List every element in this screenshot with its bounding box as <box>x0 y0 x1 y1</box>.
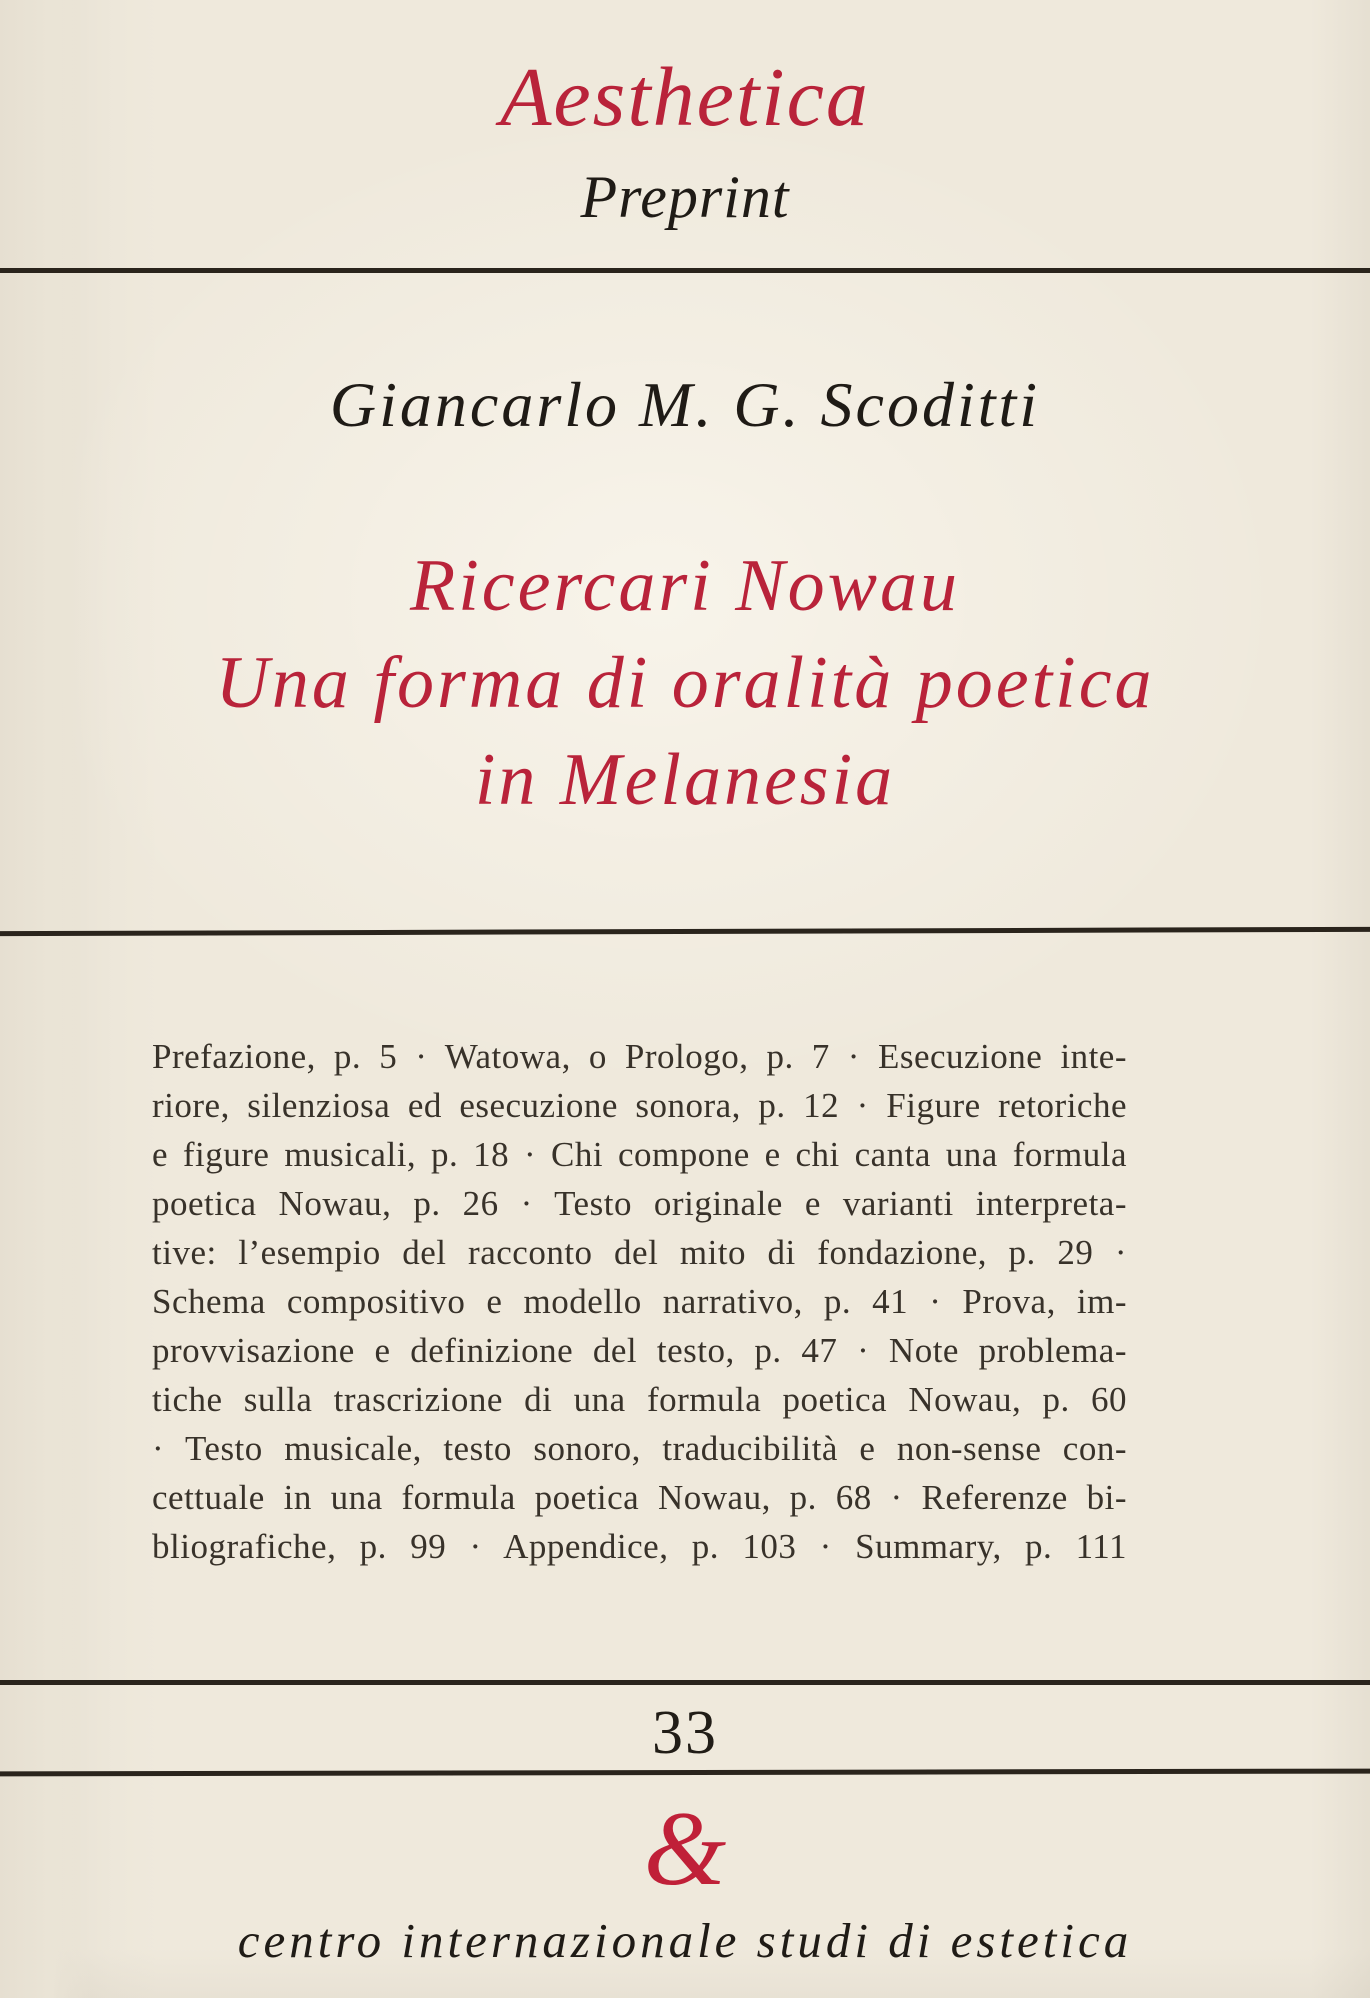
toc-line: e figure musicali, p. 18 · Chi compone e chi canta una formula <box>152 1135 1127 1174</box>
toc-line: tiche sulla trascrizione di una formula poetica Nowau, p. 60 <box>152 1380 1127 1419</box>
divider-rule-top <box>0 268 1370 273</box>
book-title-line: Ricercari Nowau <box>410 545 960 627</box>
publisher-name: centro internazionale studi di estetica <box>237 1913 1133 1968</box>
divider-rule-bottom <box>0 1769 1370 1777</box>
masthead-series: Preprint <box>580 164 790 230</box>
toc-line: cettuale in una formula poetica Nowau, p. 68 · Referenze bi- <box>152 1478 1127 1517</box>
ampersand-ornament: & <box>643 1790 727 1907</box>
toc-line: poetica Nowau, p. 26 · Testo originale e varianti interpreta- <box>152 1184 1127 1223</box>
table-of-contents <box>152 1032 1127 1571</box>
masthead-brand: Aesthetica <box>500 51 870 144</box>
author-name: Giancarlo M. G. Scoditti <box>329 369 1041 440</box>
book-title <box>0 538 1370 829</box>
divider-rule-second <box>0 927 1370 936</box>
toc-line: riore, silenziosa ed esecuzione sonora, p. 12 · Figure retoriche <box>152 1086 1127 1125</box>
toc-line: · Testo musicale, testo sonoro, traducibilità e non-sense con- <box>152 1429 1127 1468</box>
toc-line: bliografiche, p. 99 · Appendice, p. 103 · Summary, p. 111 <box>152 1527 1127 1566</box>
toc-line: tive: l’esempio del racconto del mito di fondazione, p. 29 · <box>152 1233 1127 1272</box>
issue-number: 33 <box>652 1699 718 1767</box>
book-title-line: Una forma di oralità poetica <box>215 642 1155 724</box>
divider-rule-third <box>0 1680 1370 1685</box>
toc-line: Prefazione, p. 5 · Watowa, o Prologo, p. 7 · Esecuzione inte- <box>152 1037 1127 1076</box>
book-title-line: in Melanesia <box>474 739 896 821</box>
toc-line: Schema compositivo e modello narrativo, p. 41 · Prova, im- <box>152 1282 1127 1321</box>
toc-line: provvisazione e definizione del testo, p. 47 · Note problema- <box>152 1331 1127 1370</box>
